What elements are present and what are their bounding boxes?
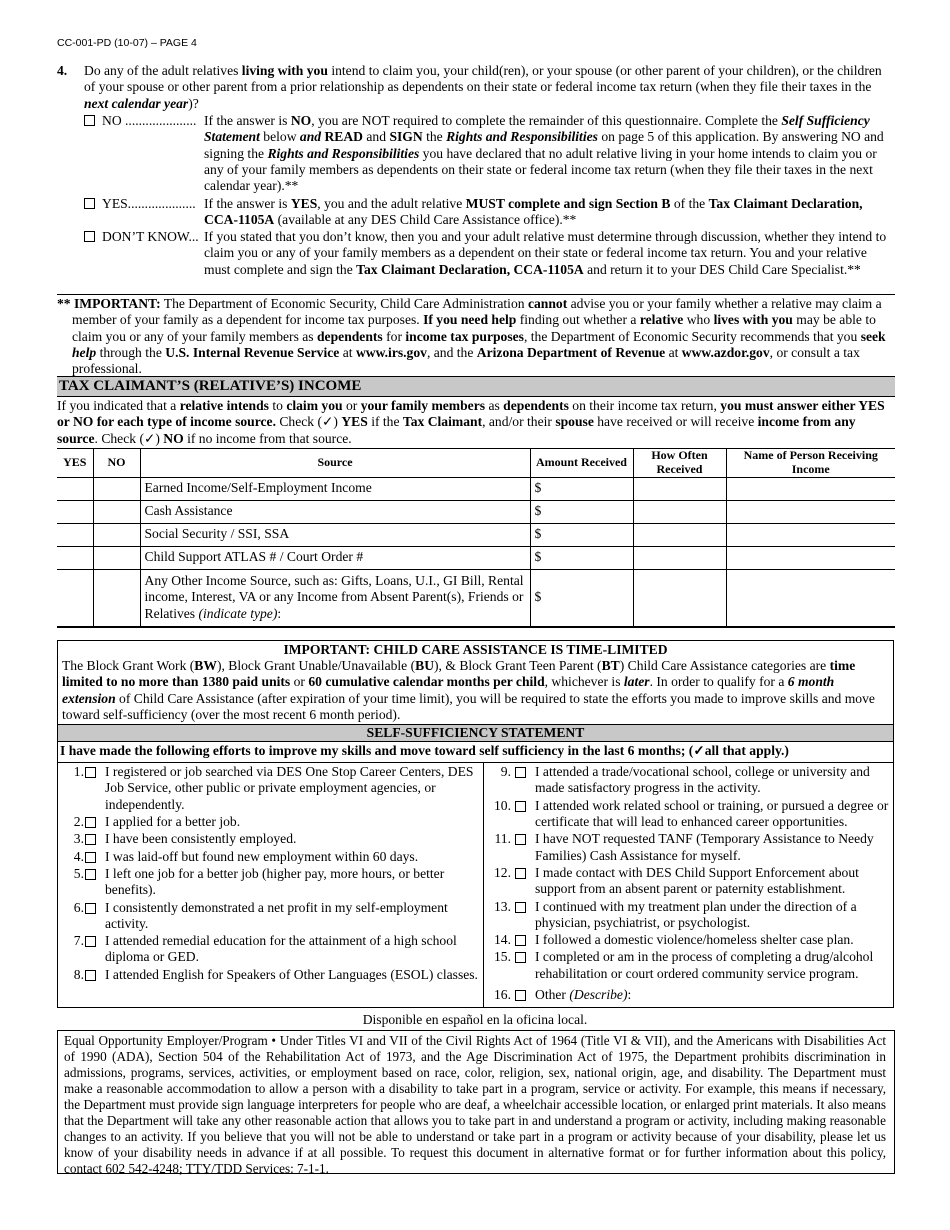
list-item: 6. I consistently demonstrated a net profit in my self-employment activity. [73, 899, 448, 931]
item-checkbox[interactable] [515, 935, 526, 946]
item-checkbox[interactable] [85, 767, 96, 778]
no-cell[interactable] [93, 569, 140, 627]
list-item: 8. I attended English for Speakers of Other Languages (ESOL) classes. [73, 966, 478, 982]
yes-checkbox[interactable] [84, 198, 95, 209]
time-limited-title: IMPORTANT: CHILD CARE ASSISTANCE IS TIME-LIMITED [283, 642, 668, 657]
amount-cell[interactable]: $ [530, 523, 633, 546]
option-label: DON’T KNOW... [102, 229, 199, 245]
yes-cell[interactable] [57, 546, 93, 569]
amount-cell[interactable]: $ [530, 477, 633, 500]
item-checkbox[interactable] [85, 817, 96, 828]
item-checkbox[interactable] [85, 903, 96, 914]
tax-section-title: TAX CLAIMANT’S (RELATIVE’S) INCOME [57, 376, 895, 397]
list-item: 11. I have NOT requested TANF (Temporary Assistance to Needy Families) Cash Assistance for myself. [494, 831, 874, 863]
question-text: Do any of the adult relatives living with you intend to claim you, your child(ren), or your spouse (or other parent of your children), or the children of your spouse or other parent from a prior relationship as dependents on their state or federal income tax return (when they file their taxes in the next calendar year)? [84, 63, 882, 111]
item-checkbox[interactable] [85, 834, 96, 845]
source-cell: Any Other Income Source, such as: Gifts, Loans, U.I., GI Bill, Rental income, Interest, VA or any Income from Absent Parent(s), Friends or Relatives (indicate type): [140, 569, 530, 627]
page-header: CC-001-PD (10-07) – PAGE 4 [57, 37, 197, 49]
amount-cell[interactable]: $ [530, 500, 633, 523]
option-yes [84, 196, 895, 229]
person-cell[interactable] [726, 569, 895, 627]
list-item: 10. I attended work related school or training, or pursued a degree or certificate that will lead to enhanced career opportunities. [494, 797, 889, 829]
item-checkbox[interactable] [515, 801, 526, 812]
table-row [57, 500, 895, 523]
col-amount: Amount Received [530, 449, 633, 478]
table-row [57, 546, 895, 569]
item-checkbox[interactable] [515, 767, 526, 778]
col-no: NO [93, 449, 140, 478]
no-checkbox[interactable] [84, 115, 95, 126]
no-cell[interactable] [93, 546, 140, 569]
yes-cell[interactable] [57, 569, 93, 627]
person-cell[interactable] [726, 546, 895, 569]
how-often-cell[interactable] [633, 477, 726, 500]
how-often-cell[interactable] [633, 546, 726, 569]
table-row [57, 523, 895, 546]
dont-know-checkbox[interactable] [84, 231, 95, 242]
item-checkbox[interactable] [515, 990, 526, 1001]
option-dont-know [84, 229, 895, 278]
list-item: 13. I continued with my treatment plan under the direction of a physician, psychiatrist, or psychologist. [494, 898, 857, 930]
list-item: 3. I have been consistently employed. [73, 831, 297, 847]
no-cell[interactable] [93, 500, 140, 523]
how-often-cell[interactable] [633, 569, 726, 627]
option-no [84, 113, 895, 195]
yes-cell[interactable] [57, 477, 93, 500]
person-cell[interactable] [726, 477, 895, 500]
self-sufficiency-intro: I have made the following efforts to improve my skills and move toward self sufficiency in the last 6 months; (✓all that apply.) [60, 743, 789, 758]
amount-cell[interactable]: $ [530, 546, 633, 569]
time-limited-box [57, 640, 894, 1008]
item-checkbox[interactable] [85, 970, 96, 981]
item-checkbox[interactable] [85, 869, 96, 880]
item-checkbox[interactable] [515, 834, 526, 845]
yes-cell[interactable] [57, 523, 93, 546]
col-how-often: How Often Received [633, 449, 726, 478]
person-cell[interactable] [726, 500, 895, 523]
list-item: 2. I applied for a better job. [73, 813, 241, 829]
question-4 [57, 63, 895, 278]
time-limited-text: The Block Grant Work (BW), Block Grant Unable/Unavailable (BU), & Block Grant Teen Parent (BT) Child Care Assistance categories are time limited to no more than 1380 paid units or 60 cumulative calendar months per child, whichever is later. In order to qualify for a 6 month extension of Child Care Assistance (after expiration of your time limit), you will be required to state the efforts you made to improve skills and move toward self-sufficiency (over the most recent 6 month period). [62, 658, 875, 722]
option-description: If the answer is YES, you and the adult relative MUST complete and sign Section B of the Tax Claimant Declaration, CCA-1105A (available at any DES Child Care Assistance office).** [204, 195, 863, 227]
col-yes: YES [57, 449, 93, 478]
list-item: 4. I was laid-off but found new employment within 60 days. [73, 848, 419, 864]
list-item: 15. I completed or am in the process of completing a drug/alcohol rehabilitation or court ordered community service program. [494, 949, 874, 981]
income-table [57, 448, 895, 628]
spanish-availability-note: Disponible en español en la oficina local. [362, 1012, 588, 1027]
item-checkbox[interactable] [515, 902, 526, 913]
list-item: 7. I attended remedial education for the attainment of a high school diploma or GED. [73, 933, 457, 965]
tax-section-intro: If you indicated that a relative intends to claim you or your family members as dependents on their income tax return, you must answer either YES or NO for each type of income source. Check (✓) YES if the Tax Claimant, and/or their spouse have received or will receive income from any source. Check (✓) NO if no income from that source. [57, 398, 885, 446]
no-cell[interactable] [93, 477, 140, 500]
table-row [57, 477, 895, 500]
checklist-left-column [58, 763, 484, 1007]
item-checkbox[interactable] [85, 852, 96, 863]
income-table-header [57, 449, 895, 478]
list-item: 12. I made contact with DES Child Support Enforcement about support from an absent parent or paternity establishment. [494, 864, 859, 897]
list-item: 16. Other (Describe): [494, 987, 632, 1003]
person-cell[interactable] [726, 523, 895, 546]
list-item: 9. I attended a trade/vocational school, college or university and made satisfactory progress in the activity. [500, 764, 870, 796]
item-checkbox[interactable] [515, 868, 526, 879]
amount-cell[interactable]: $ [530, 569, 633, 627]
option-label: NO ..................... [102, 112, 197, 128]
item-checkbox[interactable] [515, 952, 526, 963]
how-often-cell[interactable] [633, 500, 726, 523]
list-item: 1. I registered or job searched via DES One Stop Career Centers, DES Job Service, other public or private employment agencies, or independently. [73, 764, 474, 812]
source-cell: Cash Assistance [140, 500, 530, 523]
col-source: Source [140, 449, 530, 478]
source-cell: Social Security / SSI, SSA [140, 523, 530, 546]
important-notice: ** IMPORTANT: The Department of Economic Security, Child Care Administration cannot advise you or your family whether a relative may claim a member of your family as a dependent for income tax purposes. If you need help finding out whether a relative who lives with you may be able to claim you or any of your family members as dependents for income tax purposes, the Department of Economic Security recommends that you seek help through the U.S. Internal Revenue Service at www.irs.gov, and the Arizona Department of Revenue at www.azdor.gov, or consult a tax professional. [57, 294, 895, 378]
how-often-cell[interactable] [633, 523, 726, 546]
yes-cell[interactable] [57, 500, 93, 523]
table-row [57, 569, 895, 627]
col-person: Name of Person Receiving Income [726, 449, 895, 478]
option-description: If you stated that you don’t know, then you and your adult relative must determine through discussion, whether they intend to claim you or any of your family members as a dependent on their state or federal income tax return. You and your relative must complete and sign the Tax Claimant Declaration, CCA-1105A and return it to your DES Child Care Specialist.** [204, 229, 887, 277]
checklist-right-column [485, 763, 891, 1003]
question-number: 4. [57, 63, 68, 78]
self-sufficiency-title: SELF-SUFFICIENCY STATEMENT [58, 724, 893, 742]
item-checkbox[interactable] [85, 936, 96, 947]
option-description: If the answer is NO, you are NOT required to complete the remainder of this questionnaire. Complete the Self Sufficiency Statement below and READ and SIGN the Rights and Responsibilities on page 5 of this application. By answering NO and signing the Rights and Responsibilities you have declared that no adult relative living in your home intends to claim you or any of your family members as dependents on their state or federal income tax return (when they file their taxes in the next calendar year).** [204, 112, 884, 194]
source-cell: Earned Income/Self-Employment Income [140, 477, 530, 500]
equal-opportunity-notice: Equal Opportunity Employer/Program • Under Titles VI and VII of the Civil Rights Act of 1964 (Title VI & VII), and the Americans with Disabilities Act of 1990 (ADA), Section 504 of the Rehabilitation Act of 1973, and the Age Discrimination Act of 1975, the Department prohibits discrimination in admissions, programs, services, activities, or employment based on race, color, religion, sex, national origin, age, and disability. The Department must make a reasonable accommodation to allow a person with a disability to take part in a program, service or activity. For example, this means if necessary, the Department must provide sign language interpreters for people who are deaf, a wheelchair accessible location, or enlarged print materials. It also means that the Department will take any other reasonable action that allows you to take part in and understand a program or activity, including making reasonable changes to an activity. If you believe that you will not be able to understand or take part in a program or activity because of your disability, please let us know of your disability needs in advance if at all possible. To request this document in alternative format or for further information about this policy, contact 602 542-4248; TTY/TDD Services: 7-1-1. [57, 1030, 895, 1174]
no-cell[interactable] [93, 523, 140, 546]
option-label: YES.................... [102, 195, 196, 211]
list-item: 5. I left one job for a better job (higher pay, more hours, or better benefits). [73, 865, 445, 898]
list-item: 14. I followed a domestic violence/homeless shelter case plan. [494, 932, 854, 948]
source-cell: Child Support ATLAS # / Court Order # [140, 546, 530, 569]
self-sufficiency-checklist [58, 762, 893, 1003]
